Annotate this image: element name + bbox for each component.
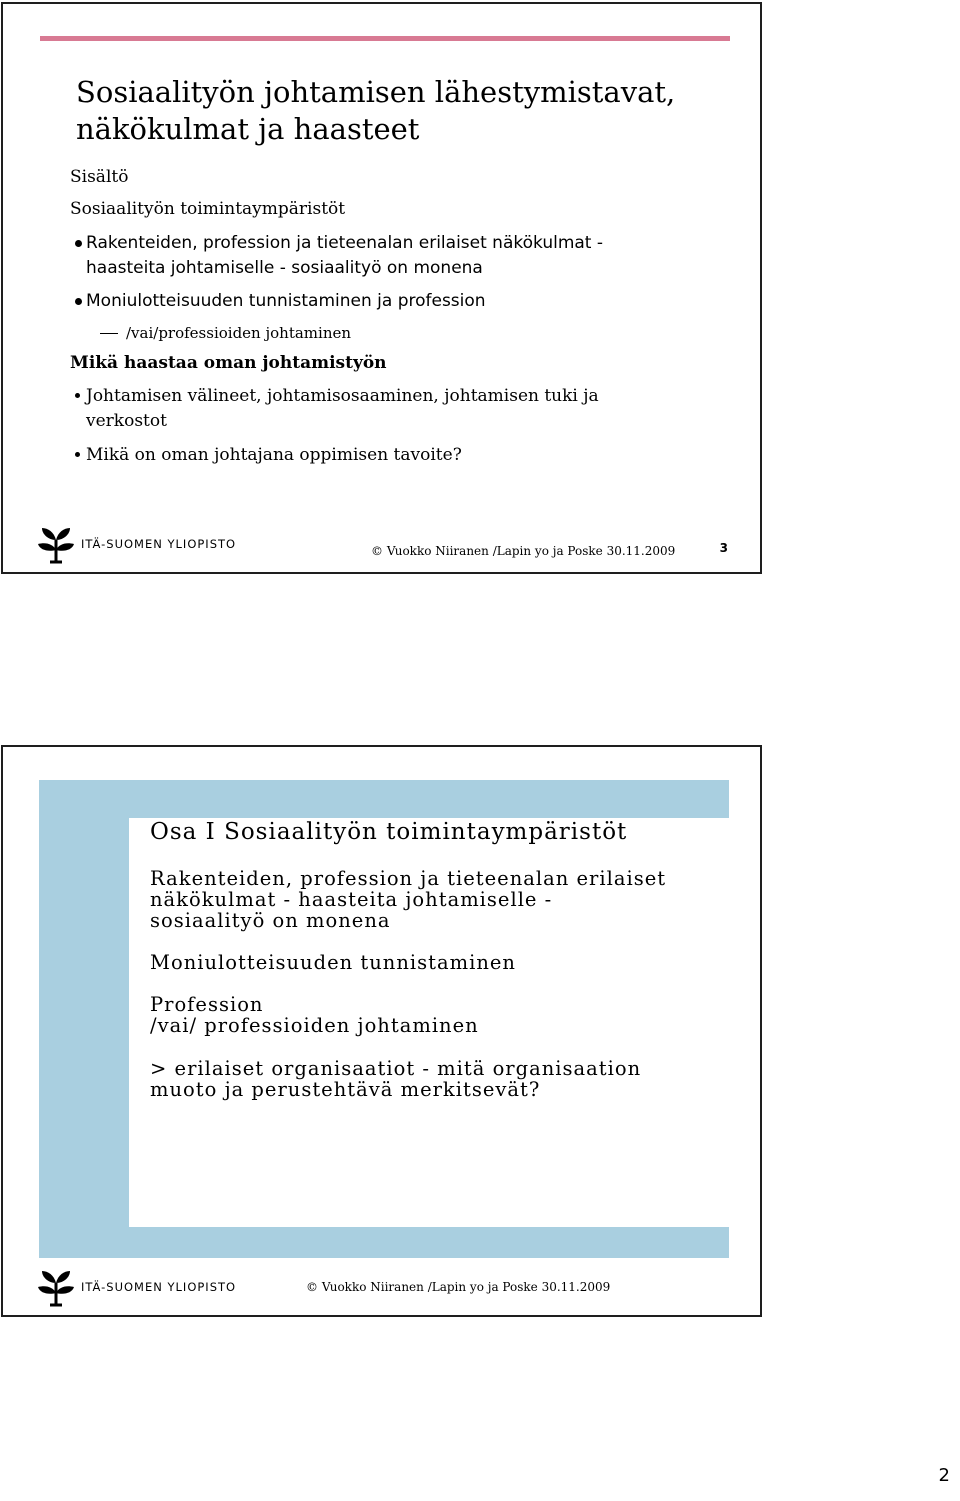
body-text: näkökulmat - haasteita johtamiselle - <box>150 888 553 911</box>
blue-frame-left <box>39 780 129 1258</box>
body-text: Rakenteiden, profession ja tieteenalan erilaiset <box>150 867 667 890</box>
university-logo-icon <box>36 524 76 564</box>
bullet-text-continued: haasteita johtamiselle - sosiaalityö on monena <box>86 258 483 278</box>
bullet-icon <box>75 393 80 398</box>
university-name: ITÄ-SUOMEN YLIOPISTO <box>81 537 237 551</box>
body-text: sosiaalityö on monena <box>150 909 391 932</box>
slide-footer <box>3 1267 760 1307</box>
slide-number: 3 <box>719 541 728 555</box>
sub-bullet-text: /vai/professioiden johtaminen <box>126 324 352 342</box>
body-text: Profession <box>150 993 264 1016</box>
body-text: Moniulotteisuuden tunnistaminen <box>150 951 516 974</box>
bullet-text: Rakenteiden, profession ja tieteenalan erilaiset näkökulmat - <box>86 233 604 253</box>
body-text: /vai/ professioiden johtaminen <box>150 1014 479 1037</box>
page-number: 2 <box>938 1465 950 1486</box>
body-text: > erilaiset organisaatiot - mitä organisaation <box>150 1057 642 1080</box>
section-heading-environments: Sosiaalityön toimintaympäristöt <box>70 199 346 219</box>
bullet-text: Johtamisen välineet, johtamisosaaminen, johtamisen tuki ja <box>86 386 599 406</box>
bullet-text-continued: verkostot <box>86 411 167 431</box>
blue-frame-top <box>39 780 729 818</box>
bullet-text: Mikä on oman johtajana oppimisen tavoite? <box>86 445 462 465</box>
slide-title: Osa I Sosiaalityön toimintaympäristöt <box>150 819 628 845</box>
slide-2 <box>1 745 762 1317</box>
slide-footer <box>3 524 760 564</box>
university-logo-icon <box>36 1267 76 1307</box>
body-text: muoto ja perustehtävä merkitsevät? <box>150 1078 541 1101</box>
dash-icon <box>100 333 118 334</box>
university-name: ITÄ-SUOMEN YLIOPISTO <box>81 1280 237 1294</box>
slide-title: Sosiaalityön johtamisen lähestymistavat, näkökulmat ja haasteet <box>76 75 676 146</box>
bullet-icon <box>75 298 82 305</box>
bullet-text: Moniulotteisuuden tunnistaminen ja profession <box>86 291 486 311</box>
bullet-icon <box>75 452 80 457</box>
section-heading-contents: Sisältö <box>70 167 129 187</box>
section-heading-challenge: Mikä haastaa oman johtamistyön <box>70 353 387 373</box>
accent-bar <box>40 36 730 41</box>
bullet-icon <box>75 240 82 247</box>
copyright-text: © Vuokko Niiranen /Lapin yo ja Poske 30.11.2009 <box>371 544 676 558</box>
slide-1 <box>1 2 762 574</box>
blue-frame-bottom <box>39 1227 729 1258</box>
copyright-text: © Vuokko Niiranen /Lapin yo ja Poske 30.11.2009 <box>306 1280 611 1294</box>
